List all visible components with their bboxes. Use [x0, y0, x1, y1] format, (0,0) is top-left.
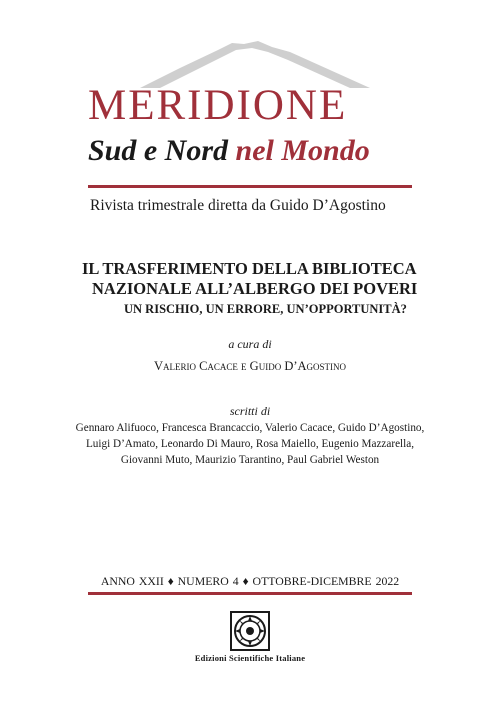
contributors-line-3: Giovanni Muto, Maurizio Tarantino, Paul Gabriel Weston [120, 454, 380, 466]
bottom-divider [88, 592, 412, 595]
issue-info: ANNO XXII ♦ NUMERO 4 ♦ OTTOBRE-DICEMBRE 2022 [100, 574, 400, 588]
mountain-silhouette-icon [140, 38, 370, 88]
headline-line-1: IL TRASFERIMENTO DELLA BIBLIOTECA [82, 259, 417, 278]
headline-line-2: NAZIONALE ALL’ALBERGO DEI POVERI [92, 279, 418, 298]
publisher-emblem-icon [229, 610, 271, 652]
contributors-label: scritti di [229, 404, 271, 418]
journal-tagline: Rivista trimestrale diretta da Guido D’Agostino [90, 197, 386, 214]
journal-title: MERIDIONE [88, 82, 348, 129]
contributors-line-1: Gennaro Alifuoco, Francesca Brancaccio, Valerio Cacace, Guido D’Agostino, [75, 422, 425, 434]
editors-label: a cura di [228, 337, 272, 351]
top-divider [88, 185, 412, 188]
contributors-line-2: Luigi D’Amato, Leonardo Di Mauro, Rosa Maiello, Eugenio Mazzarella, [85, 438, 415, 450]
headline-line-3: UN RISCHIO, UN ERRORE, UN’OPPORTUNITÀ? [124, 302, 407, 316]
editors-names: Valerio Cacace e Guido D’Agostino [153, 359, 347, 373]
publisher-name: Edizioni Scientifiche Italiane [194, 653, 306, 663]
subtitle-part-1: Sud e Nord [88, 134, 229, 167]
subtitle-part-2: nel Mondo [235, 134, 370, 167]
journal-subtitle [88, 134, 370, 167]
